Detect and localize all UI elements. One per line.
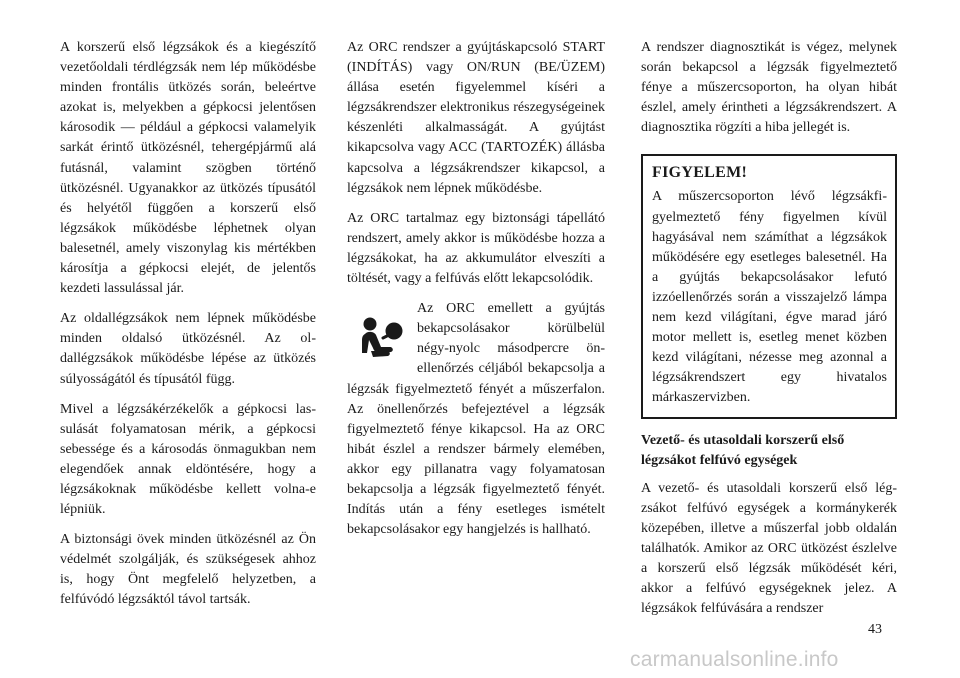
airbag-light-paragraph [347, 299, 605, 540]
warning-text: A műszercsoporton lévő légzsákfigyelmeztető fény figyelmen kívül hagyásával nem számíthat a légzsákok működésére egy esetleges balesetnél. Ha a gyújtás bekapcsolásakor lefutó izzóellenőrzés során a visszajelző lámpa nem kezd világítani, égve marad járó motor mellett is, esetleg menet közben kezd világítani, nézesse meg azonnal a légzsákrendszert egy hivatalos márkaszervizben. [652, 189, 887, 406]
paragraph: Az ORC emellett a gyújtás bekapcsolásakor körülbelül négy-nyolc másodpercre önellenőrzés céljából bekapcsolja a légzsák figyelmeztető fényét a műszerfalon. Az önellenőrzés befejeztével a légzsák figyelmeztető fénye kikapcsol. Ha az ORC hibát észlel a rendszer bármely elemében, akkor egy pillanatra vagy folyamatosan bekapcsolja a légzsák figyelmeztető fényét. Indítás után a fény esetleges ismételt bekapcsolásakor egy hangjelzés is hallható. [347, 301, 605, 538]
paragraph: Az ORC tartalmaz egy biztonsági tápellátó rendszert, amely akkor is működésbe hozza a légzsákokat, ha az akkumulátor elveszíti a töltését, vagy a felfúvás előtt lekapcsolódik. [347, 210, 605, 287]
watermark: carmanualsonline.info [630, 648, 839, 671]
column-middle [347, 38, 605, 550]
paragraph: A vezető- és utasoldali korszerű első légzsákot felfúvó egységek a kormánykerék közepében, illetve a műszerfal jobb oldalán találhatók. Amikor az ORC ütközést észlelve a korszerű első légzsák működését kéri, akkor a felfúvó egységeknek jelez. A légzsákok felfúvására a rendszer [641, 480, 897, 617]
paragraph: Mivel a légzsákérzékelők a gépkocsi lassulását folyamatosan mérik, a gépkocsi sebessége és a károsodás önmagukban nem elegendőek annak eldöntésére, hogy a légzsákoknak működésbe kellett volna-e lépniük. [60, 401, 316, 518]
paragraph: Az oldallégzsákok nem lépnek működésbe minden oldalsó ütközésnél. Az oldallégzsákok működésbe lépése az ütközés súlyosságától és típusától függ. [60, 311, 316, 387]
warning-title: FIGYELEM! [652, 164, 748, 182]
paragraph: A korszerű első légzsákok és a kiegészítő vezetőoldali térdlégzsák nem lép működésbe minden frontális ütközés során, beleértve azokat is, melyekben a gépkocsi jelentősen károsodik — például a gépkocsi valamelyik sarkát érintő ütközésnél, tehergépjármű alá futásnál, valamint szögben történő ütközésnél. Ugyanakkor az ütközés típusától és helyétől függően a korszerű első légzsákok működésbe léphetnek olyan balesetnél, amely viszonylag kis mértékben károsítja a gépkocsi elejét, de jelentős kezdeti lassulással jár. [60, 40, 316, 297]
warning-box [641, 154, 897, 418]
paragraph: A biztonsági övek minden ütközésnél az Ön védelmét szolgálják, és szükségesek ahhoz is, hogy Önt megfelelő helyzetben, a felfúvódó légzsáktól távol tartsák. [60, 532, 316, 608]
column-right [641, 38, 897, 629]
paragraph: A rendszer diagnosztikát is végez, melynek során bekapcsol a légzsák figyelmeztető fénye a műszercsoporton, ha olyan hibát észlel, amely érintheti a légzsákrendszert. A diagnosztika rögzíti a hiba jellegét is. [641, 40, 897, 136]
paragraph: Az ORC rendszer a gyújtáskapcsoló START (INDÍTÁS) vagy ON/RUN (BE/ÜZEM) állása esetén figyelemmel kíséri a légzsákrendszer elektronikus részegységeinek készenléti alkalmasságát. A gyújtást kikapcsolva vagy ACC (TARTOZÉK) állásba kapcsolva a légzsákrendszer kikapcsol, a légzsákok nem lépnek működésbe. [347, 40, 605, 196]
column-left [60, 38, 316, 621]
airbag-warning-icon [351, 307, 411, 367]
page-number: 43 [868, 622, 882, 637]
section-heading: Vezető- és utasoldali korszerű első légzsákot felfúvó egységek [641, 432, 845, 468]
